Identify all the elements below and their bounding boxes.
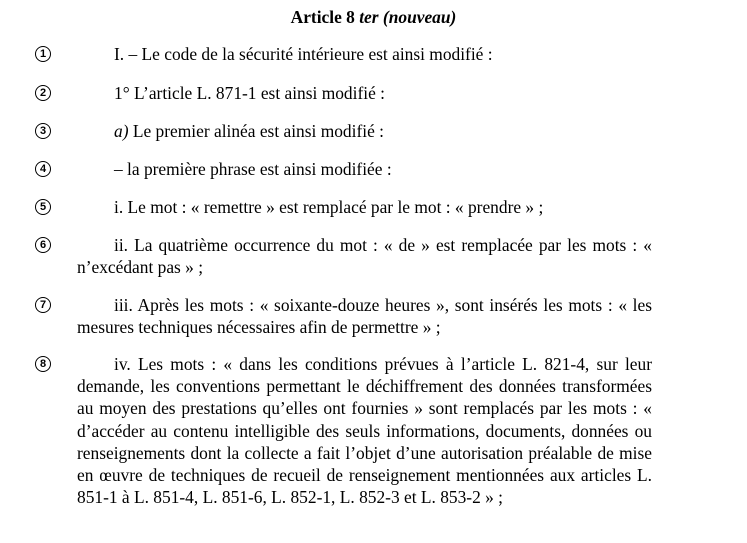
article-title-ter: ter — [359, 7, 379, 27]
alinea-number-badge: 2 — [35, 85, 51, 101]
alinea-text: ii. La quatrième occurrence du mot : « de » est remplacée par les mots : « n’excédant pas » ; — [77, 235, 652, 278]
article-title-prefix: Article 8 — [290, 7, 355, 27]
alinea-number-badge: 1 — [35, 46, 51, 62]
alinea-text-body: Le premier alinéa est ainsi modifié : — [132, 121, 384, 141]
alinea-text: I. – Le code de la sécurité intérieure est ainsi modifié : — [114, 44, 493, 64]
alinea-number-badge: 4 — [35, 161, 51, 177]
article-title-suffix: (nouveau) — [382, 7, 457, 27]
alinea-text: iv. Les mots : « dans les conditions prévues à l’article L. 821-4, sur leur demande, les conventions permettant le déchiffrement des données transformées au moyen des prestations qu’elles ont fournies » sont remplacés par les mots : « d’accéder au contenu intelligible des seuls informations, documents, données ou renseignements dont la collecte a fait l’objet d’une autorisation préalable de mise en œuvre de techniques de recueil de renseignement mentionnées aux articles L. 851-1 à L. 851-4, L. 851-6, L. 852-1, L. 852-3 et L. 853-2 » ; — [77, 354, 652, 508]
alinea-number-badge: 8 — [35, 356, 51, 372]
alinea-number-badge: 3 — [35, 123, 51, 139]
alinea-italic-prefix: a) — [114, 121, 129, 141]
alinea-number-badge: 7 — [35, 297, 51, 313]
alinea-text — [77, 120, 652, 142]
alinea-text: – la première phrase est ainsi modifiée : — [114, 159, 392, 179]
alinea-number-badge: 5 — [35, 199, 51, 215]
alinea-text: 1° L’article L. 871-1 est ainsi modifié : — [114, 83, 385, 103]
alinea-text: iii. Après les mots : « soixante-douze heures », sont insérés les mots : « les mesures techniques nécessaires afin de permettre » ; — [77, 295, 652, 338]
alinea-number-badge: 6 — [35, 237, 51, 253]
alinea-text: i. Le mot : « remettre » est remplacé par le mot : « prendre » ; — [114, 197, 544, 217]
article-title — [0, 6, 747, 28]
